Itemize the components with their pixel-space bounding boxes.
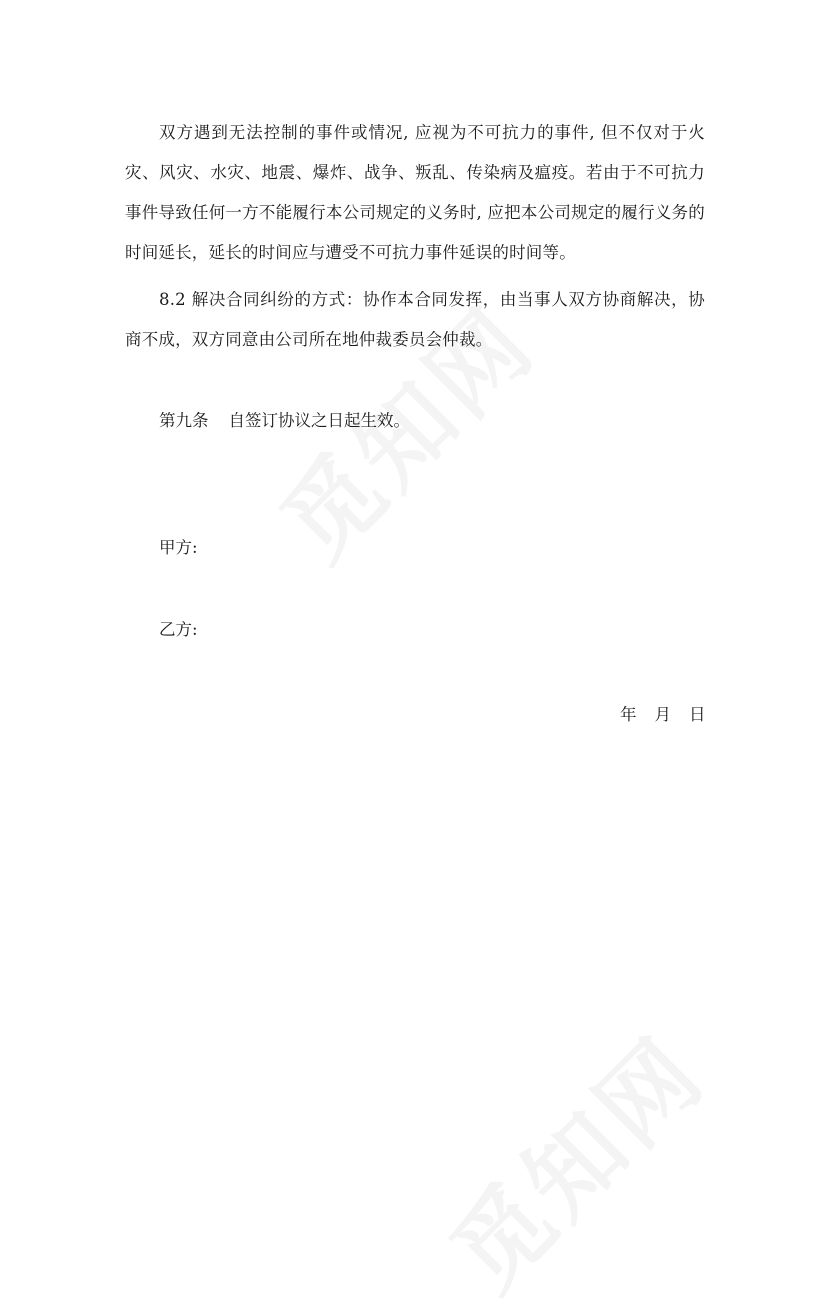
force-majeure-paragraph: 双方遇到无法控制的事件或情况, 应视为不可抗力的事件, 但不仅对于火灾、风灾、水灾、地震、爆炸、战争、叛乱、传染病及瘟疫。若由于不可抗力事件导致任何一方不能履行本公司规定的义务时, 应把本公司规定的履行义务的时间延长，延长的时间应与遭受不可抗力事件延误的时间等。 (125, 123, 705, 262)
date-month: 月 (654, 705, 671, 724)
date-day: 日 (689, 705, 706, 724)
signature-date (620, 703, 706, 727)
date-year: 年 (620, 705, 637, 724)
article-number: 第九条 (159, 411, 209, 430)
article-text: 自签订协议之日起生效。 (228, 411, 410, 430)
dispute-resolution-paragraph: 8.2 解决合同纠纷的方式：协作本合同发挥，由当事人双方协商解决，协商不成，双方同意由公司所在地仲裁委员会仲裁。 (125, 290, 705, 349)
article-nine (159, 409, 410, 433)
party-a-label: 甲方: (159, 538, 198, 557)
watermark (416, 1002, 729, 1315)
party-b-label: 乙方: (159, 620, 198, 639)
